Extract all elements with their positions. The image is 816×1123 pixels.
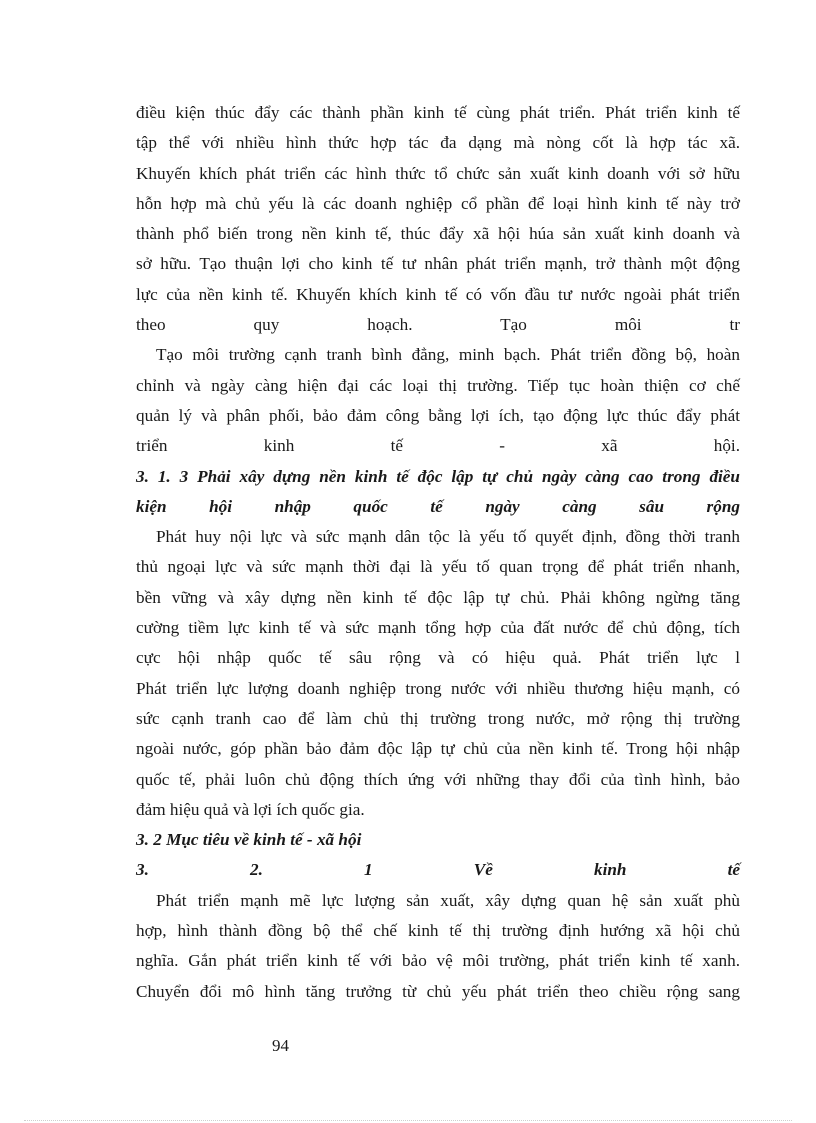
section-heading-line: kiện hội nhập quốc tế ngày càng sâu rộng [136,496,740,516]
paragraph-line: điều kiện thúc đẩy các thành phần kinh tế cùng phát triển. Phát triển kinh tế [136,103,740,122]
paragraph-line: lực của nền kinh tế. Khuyến khích kinh tế có vốn đầu tư nước ngoài phát triển [136,284,740,304]
section-heading-line: 3. 2 Mục tiêu về kinh tế - xã hội [136,830,362,850]
paragraph-line: Phát huy nội lực và sức mạnh dân tộc là yếu tố quyết định, đồng thời tranh [156,527,740,547]
paragraph-line: Phát triển mạnh mẽ lực lượng sản xuất, xây dựng quan hệ sản xuất phù [156,890,740,910]
paragraph-line: đảm hiệu quả và lợi ích quốc gia. [136,799,365,819]
paragraph-line: hợp, hình thành đồng bộ thể chế kinh tế thị trường định hướng xã hội chủ [136,921,740,941]
paragraph-line: sở hữu. Tạo thuận lợi cho kinh tế tư nhân phát triển mạnh, trở thành một động [136,254,740,274]
paragraph-line: sức cạnh tranh cao để làm chủ thị trường trong nước, mở rộng thị trường [136,708,740,728]
page-bottom-divider [24,1120,792,1121]
paragraph-line: theo quy hoạch. Tạo môi tr [136,315,740,335]
paragraph-line: quốc tế, phải luôn chủ động thích ứng với những thay đổi của tình hình, bảo [136,769,740,789]
paragraph-line: Phát triển lực lượng doanh nghiệp trong nước với nhiều thương hiệu mạnh, có [136,678,740,698]
paragraph-line: hỗn hợp mà chủ yếu là các doanh nghiệp cổ phần để loại hình kinh tế này trở [136,193,740,213]
paragraph-line: thành phổ biến trong nền kinh tế, thúc đẩy xã hội húa sản xuất kinh doanh và [136,224,740,244]
paragraph-line: cực hội nhập quốc tế sâu rộng và có hiệu quả. Phát triển lực l [136,648,740,668]
section-heading-line: 3. 2. 1 Về kinh tế [136,860,740,880]
paragraph-line: cường tiềm lực kinh tế và sức mạnh tổng hợp của đất nước để chủ động, tích [136,618,740,638]
paragraph-line: ngoài nước, góp phần bảo đảm độc lập tự chủ của nền kinh tế. Trong hội nhập [136,739,740,759]
paragraph-line: quản lý và phân phối, bảo đảm công bằng lợi ích, tạo động lực thúc đẩy phát [136,405,740,425]
paragraph-line: Khuyến khích phát triển các hình thức tổ chức sản xuất kinh doanh với sở hữu [136,163,740,183]
paragraph-line: nghĩa. Gắn phát triển kinh tế với bảo vệ môi trường, phát triển kinh tế xanh. [136,951,740,971]
paragraph-line: bền vững và xây dựng nền kinh tế độc lập tự chủ. Phải không ngừng tăng [136,587,740,607]
page-body-text [136,98,740,1007]
paragraph-line: Tạo môi trường cạnh tranh bình đẳng, minh bạch. Phát triển đồng bộ, hoàn [156,345,740,365]
paragraph-line: triển kinh tế - xã hội. [136,436,740,456]
page-number: 94 [272,1036,289,1055]
paragraph-line: tập thể với nhiều hình thức hợp tác đa dạng mà nòng cốt là hợp tác xã. [136,133,740,153]
section-heading-line: 3. 1. 3 Phải xây dựng nền kinh tế độc lập tự chủ ngày càng cao trong điều [136,466,740,486]
paragraph-line: thủ ngoại lực và sức mạnh thời đại là yếu tố quan trọng để phát triển nhanh, [136,557,740,577]
paragraph-line: Chuyển đổi mô hình tăng trưởng từ chủ yếu phát triển theo chiều rộng sang [136,981,740,1001]
paragraph-line: chỉnh và ngày càng hiện đại các loại thị trường. Tiếp tục hoàn thiện cơ chế [136,375,740,395]
